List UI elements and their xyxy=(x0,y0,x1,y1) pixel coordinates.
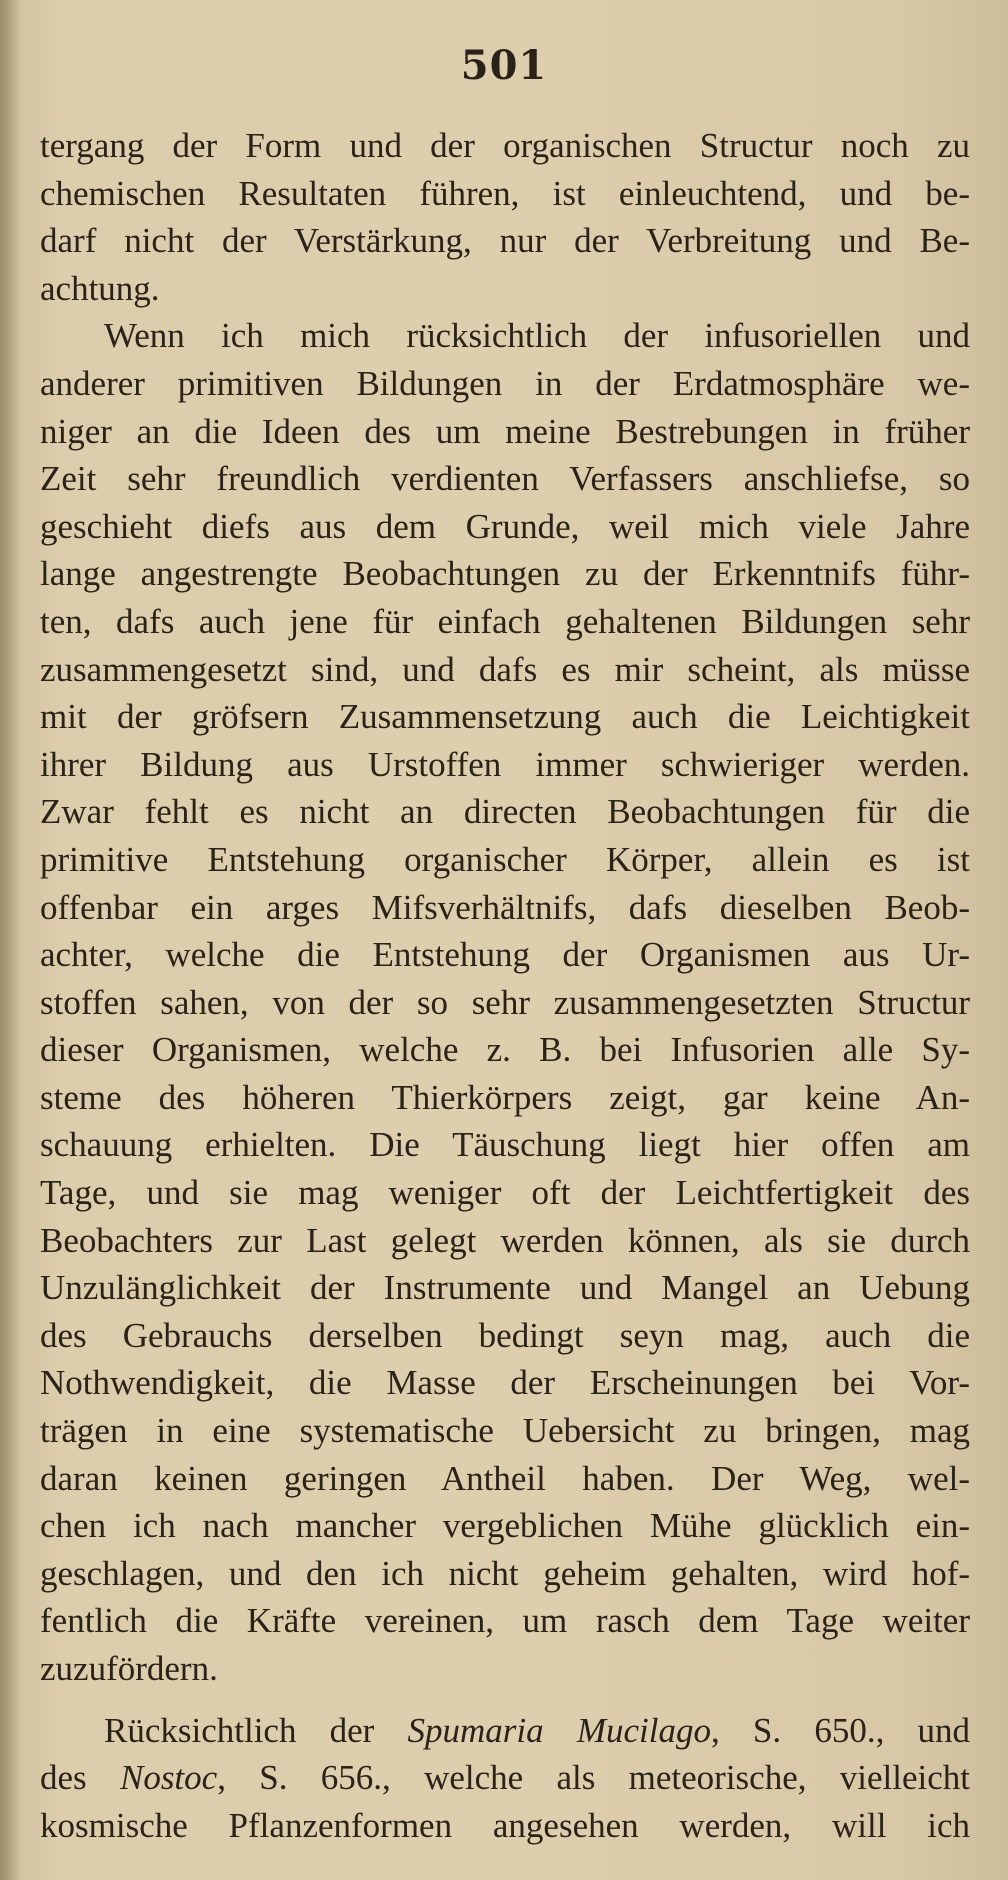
text-line: stoffen sahen, von der so sehr zusammengesetzten Structur xyxy=(40,982,970,1022)
text-line: offenbar ein arges Mifsverhältnifs, dafs dieselben Beob- xyxy=(40,887,970,927)
text-line: mit der gröfsern Zusammensetzung auch die Leichtigkeit xyxy=(40,697,970,737)
page-number: 501 xyxy=(460,42,548,89)
text-line: darf nicht der Verstärkung, nur der Verbreitung und Be- xyxy=(40,221,970,261)
text-segment: Rücksichtlich der xyxy=(104,1710,408,1750)
text-line: ihrer Bildung aus Urstoffen immer schwieriger werden. xyxy=(40,744,970,784)
text-segment: des xyxy=(40,1758,120,1798)
text-line: achter, welche die Entstehung der Organismen aus Ur- xyxy=(40,935,970,975)
text-line: Zeit sehr freundlich verdienten Verfassers anschliefse, so xyxy=(40,459,970,499)
body-text xyxy=(40,122,970,1849)
text-line: dieser Organismen, welche z. B. bei Infusorien alle Sy- xyxy=(40,1030,970,1070)
italic-term: Spumaria Mucilago xyxy=(407,1710,711,1750)
text-line: steme des höheren Thierkörpers zeigt, gar keine An- xyxy=(40,1077,970,1117)
paragraphs xyxy=(40,122,970,1693)
text-line: chen ich nach mancher vergeblichen Mühe glücklich ein- xyxy=(40,1506,970,1546)
text-line: trägen in eine systematische Uebersicht zu bringen, mag xyxy=(40,1411,970,1451)
text-line: Unzulänglichkeit der Instrumente und Mangel an Uebung xyxy=(40,1268,970,1308)
text-line: niger an die Ideen des um meine Bestrebungen in früher xyxy=(40,411,970,451)
text-line xyxy=(40,1802,970,1850)
text-line: geschlagen, und den ich nicht geheim gehalten, wird hof- xyxy=(40,1553,970,1593)
binding-shadow xyxy=(0,0,22,1880)
text-line: fentlich die Kräfte vereinen, um rasch dem Tage weiter xyxy=(40,1601,970,1641)
text-line: Nothwendigkeit, die Masse der Erscheinungen bei Vor- xyxy=(40,1363,970,1403)
last-paragraph xyxy=(40,1707,970,1850)
text-line: schauung erhielten. Die Täuschung liegt hier offen am xyxy=(40,1125,970,1165)
text-line: ten, dafs auch jene für einfach gehaltenen Bildungen sehr xyxy=(40,601,970,641)
text-line: daran keinen geringen Antheil haben. Der Weg, wel- xyxy=(40,1458,970,1498)
text-line: anderer primitiven Bildungen in der Erdatmosphäre we- xyxy=(40,363,970,403)
text-line: chemischen Resultaten führen, ist einleuchtend, und be- xyxy=(40,173,970,213)
italic-term: Nostoc xyxy=(119,1758,218,1798)
text-segment: , S. 656., welche als meteorische, vielleicht xyxy=(217,1758,970,1798)
text-segment: , S. 650., und xyxy=(710,1710,970,1750)
text-line: Tage, und sie mag weniger oft der Leichtfertigkeit des xyxy=(40,1173,970,1213)
text-line: tergang der Form und der organischen Structur noch zu xyxy=(40,126,970,165)
text-line: zuzufördern. xyxy=(40,1649,218,1688)
text-segment: kosmische Pflanzenformen angesehen werden, will ich xyxy=(40,1805,970,1845)
text-line xyxy=(40,1754,970,1802)
text-line: zusammengesetzt sind, und dafs es mir scheint, als müsse xyxy=(40,649,970,689)
text-line: geschieht diefs aus dem Grunde, weil mich viele Jahre xyxy=(40,506,970,546)
text-line: des Gebrauchs derselben bedingt seyn mag, auch die xyxy=(40,1315,970,1355)
text-line: Zwar fehlt es nicht an directen Beobachtungen für die xyxy=(40,792,970,832)
text-line: achtung. xyxy=(40,268,160,308)
text-line: Wenn ich mich rücksichtlich der infusoriellen und xyxy=(104,316,970,356)
text-line: lange angestrengte Beobachtungen zu der Erkenntnifs führ- xyxy=(40,554,970,594)
text-line xyxy=(40,1707,970,1755)
text-line: Beobachters zur Last gelegt werden können, als sie durch xyxy=(40,1220,970,1260)
text-line: primitive Entstehung organischer Körper, allein es ist xyxy=(40,839,970,879)
